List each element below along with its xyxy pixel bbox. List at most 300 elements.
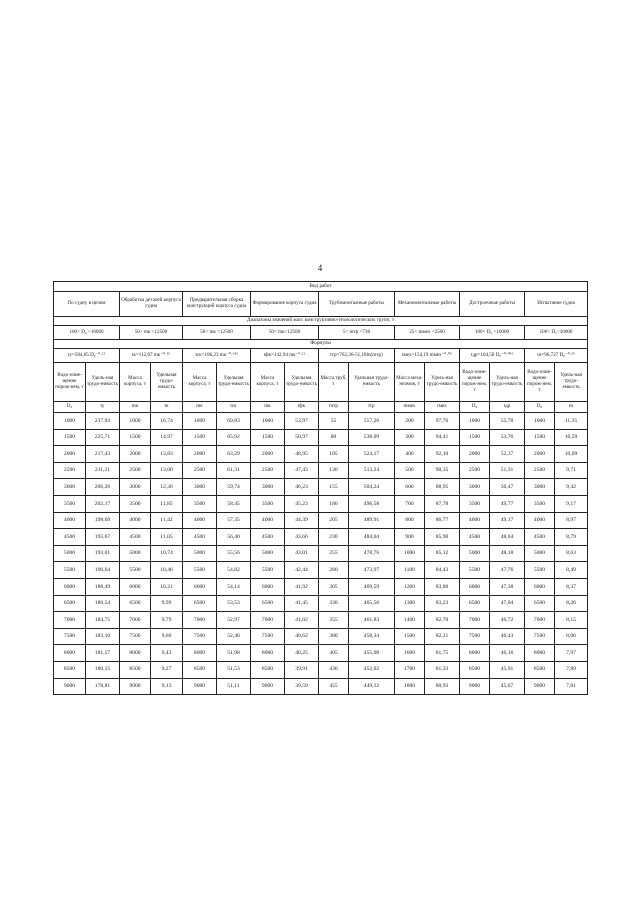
symbol-cell: tск — [217, 402, 251, 413]
table-cell: 7000 — [183, 612, 217, 629]
table-cell: 188,49 — [86, 578, 120, 595]
column-header: Удель-ная трудо-емкость — [490, 363, 525, 402]
table-cell: 92,10 — [425, 446, 460, 463]
table-cell: 8000 — [525, 645, 555, 662]
table-cell: 40,25 — [285, 645, 319, 662]
section-header-row — [54, 292, 588, 317]
table-cell: 51,31 — [490, 462, 525, 479]
table-cell: 55,56 — [217, 545, 251, 562]
table-cell: 11,35 — [555, 413, 588, 430]
table-cell: 205 — [319, 512, 349, 529]
table-cell: 1100 — [395, 562, 425, 579]
table-cell: 53,53 — [217, 595, 251, 612]
table-cell: 97,76 — [425, 413, 460, 430]
column-header: Удель-ная трудо-емкость — [425, 363, 460, 402]
table-cell: 202,17 — [86, 495, 120, 512]
table-row — [54, 595, 588, 612]
table-cell: 1000 — [525, 413, 555, 430]
column-header-row — [54, 363, 588, 402]
range-cell: 50< mк<12500 — [251, 326, 319, 340]
table-cell: 489,91 — [349, 512, 395, 529]
table-cell: 6000 — [460, 578, 490, 595]
table-row — [54, 512, 588, 529]
table-cell: 600 — [395, 479, 425, 496]
symbol-cell: D₀ — [460, 402, 490, 413]
column-header: Удельная трудо-емкость — [285, 363, 319, 402]
table-cell: 9000 — [54, 678, 86, 695]
table-cell: 9000 — [525, 678, 555, 695]
table-cell: 55,78 — [490, 413, 525, 430]
table-cell: 10,74 — [151, 545, 183, 562]
table-cell: 5000 — [183, 545, 217, 562]
table-row — [54, 446, 588, 463]
table-cell: 61,31 — [217, 462, 251, 479]
table-cell: 4500 — [120, 529, 151, 546]
table-cell: 9000 — [460, 678, 490, 695]
table-cell: 400 — [395, 446, 425, 463]
table-row — [54, 645, 588, 662]
table-cell: 7,97 — [555, 645, 588, 662]
table-cell: 1300 — [395, 595, 425, 612]
table-cell: 211,21 — [86, 462, 120, 479]
table-cell: 52,97 — [217, 612, 251, 629]
table-cell: 51,11 — [217, 678, 251, 695]
table-cell: 45,23 — [285, 495, 319, 512]
table-cell: 200 — [395, 413, 425, 430]
table-cell: 47,04 — [490, 595, 525, 612]
table-cell: 3500 — [120, 495, 151, 512]
table-cell: 45,67 — [490, 678, 525, 695]
table-cell: 9000 — [251, 678, 285, 695]
table-cell: 50,97 — [285, 429, 319, 446]
column-header: Водо-изме-щение порож-нем, т — [54, 363, 86, 402]
table-cell: 41,02 — [285, 612, 319, 629]
column-header: Масса корпуса, т — [120, 363, 151, 402]
table-cell: 48,18 — [490, 545, 525, 562]
table-cell: 82,21 — [425, 628, 460, 645]
table-cell: 8500 — [120, 661, 151, 678]
table-cell: 4500 — [251, 529, 285, 546]
table-cell: 430 — [319, 661, 349, 678]
table-cell: 3000 — [183, 479, 217, 496]
table-cell: 47,76 — [490, 562, 525, 579]
table-cell: 4000 — [54, 512, 86, 529]
table-cell: 8,49 — [555, 562, 588, 579]
table-cell: 7500 — [54, 628, 86, 645]
table-cell: 81,75 — [425, 645, 460, 662]
table-cell: 7,81 — [555, 678, 588, 695]
table-cell: 5500 — [460, 562, 490, 579]
table-cell: 65,92 — [217, 429, 251, 446]
table-cell: 405 — [319, 645, 349, 662]
table-cell: 469,59 — [349, 578, 395, 595]
table-cell: 46,16 — [490, 645, 525, 662]
symbol-cell: tи — [555, 402, 588, 413]
table-cell: 48,95 — [285, 446, 319, 463]
table-cell: 8500 — [525, 661, 555, 678]
table-cell: 8000 — [54, 645, 86, 662]
table-cell: 54,82 — [217, 562, 251, 579]
table-cell: 5500 — [183, 562, 217, 579]
table-cell: 9000 — [183, 678, 217, 695]
table-cell: 8,15 — [555, 612, 588, 629]
section-header: Испытание судна — [525, 292, 588, 317]
range-cell: 50< mк <12500 — [120, 326, 183, 340]
table-cell: 44,39 — [285, 512, 319, 529]
table-cell: 50,47 — [490, 479, 525, 496]
table-cell: 225,71 — [86, 429, 120, 446]
table-cell: 1000 — [54, 413, 86, 430]
range-cell: 100< D₀<16000 — [525, 326, 588, 340]
table-cell: 2000 — [251, 446, 285, 463]
table-cell: 9,60 — [151, 628, 183, 645]
section-header: Трубомонтажные работы — [319, 292, 395, 317]
table-cell: 9,99 — [151, 595, 183, 612]
table-cell: 51,53 — [217, 661, 251, 678]
table-cell: 1500 — [120, 429, 151, 446]
table-cell: 49,77 — [490, 495, 525, 512]
table-cell: 1000 — [183, 413, 217, 430]
table-cell: 8500 — [460, 661, 490, 678]
table-cell: 7,89 — [555, 661, 588, 678]
table-cell: 8000 — [183, 645, 217, 662]
table-cell: 54,14 — [217, 578, 251, 595]
table-cell: 5500 — [525, 562, 555, 579]
symbol-cell: D₀ — [525, 402, 555, 413]
formula-cell: tи=96,727 D₀⁻⁰·²⁵ — [525, 349, 588, 363]
table-cell: 5500 — [54, 562, 86, 579]
table-cell: 94,41 — [425, 429, 460, 446]
table-cell: 186,54 — [86, 595, 120, 612]
table-cell: 63,29 — [217, 446, 251, 463]
table-cell: 9,42 — [555, 479, 588, 496]
table-row — [54, 612, 588, 629]
range-cell: 100< D₀ <16000 — [460, 326, 525, 340]
symbol-cell: D₀ — [54, 402, 86, 413]
table-cell: 455 — [319, 678, 349, 695]
table-cell: 6500 — [251, 595, 285, 612]
table-cell: 1800 — [395, 678, 425, 695]
table-cell: 6500 — [120, 595, 151, 612]
table-cell: 6500 — [183, 595, 217, 612]
table-cell: 8,63 — [555, 545, 588, 562]
symbol-row — [54, 402, 588, 413]
table-cell: 9,27 — [151, 661, 183, 678]
table-cell: 43,01 — [285, 545, 319, 562]
table-cell: 4500 — [54, 529, 86, 546]
table-cell: 3500 — [54, 495, 86, 512]
table-cell: 504,24 — [349, 479, 395, 496]
table-cell: 6000 — [251, 578, 285, 595]
table-cell: 478,76 — [349, 545, 395, 562]
table-cell: 46,23 — [285, 479, 319, 496]
table-title: Вид работ — [54, 282, 588, 292]
table-cell: 3000 — [54, 479, 86, 496]
table-cell: 6500 — [54, 595, 86, 612]
table-cell: 2500 — [251, 462, 285, 479]
table-row — [54, 578, 588, 595]
table-cell: 53,76 — [490, 429, 525, 446]
table-cell: 10,46 — [151, 562, 183, 579]
table-cell: 85,90 — [425, 529, 460, 546]
table-cell: 484,04 — [349, 529, 395, 546]
table-cell: 7500 — [525, 628, 555, 645]
table-cell: 8500 — [54, 661, 86, 678]
table-cell: 39,91 — [285, 661, 319, 678]
table-cell: 2000 — [525, 446, 555, 463]
table-cell: 7000 — [54, 612, 86, 629]
table-cell: 8,06 — [555, 628, 588, 645]
table-cell: 458,34 — [349, 628, 395, 645]
table-cell: 2500 — [525, 462, 555, 479]
table-cell: 1200 — [395, 578, 425, 595]
table-cell: 1500 — [183, 429, 217, 446]
table-cell: 48,64 — [490, 529, 525, 546]
section-header: Обработка деталей корпуса судна — [120, 292, 183, 317]
table-cell: 538,09 — [349, 429, 395, 446]
table-cell: 8000 — [460, 645, 490, 662]
column-header: Масса корпуса, т — [251, 363, 285, 402]
table-cell: 80,93 — [425, 678, 460, 695]
table-cell: 5500 — [251, 562, 285, 579]
table-cell: 51,98 — [217, 645, 251, 662]
formula-cell: tфк=142,94 mк⁻⁰·¹¹ — [251, 349, 319, 363]
section-header: Предварительная сборка конструкций корпуса судна — [183, 292, 251, 317]
table-cell: 53,97 — [285, 413, 319, 430]
symbol-cell: tмех — [425, 402, 460, 413]
table-cell: 7000 — [120, 612, 151, 629]
range-row — [54, 326, 588, 340]
column-header: Удельная трудо-емкость — [349, 363, 395, 402]
table-cell: 10,09 — [555, 446, 588, 463]
table-cell: 47,43 — [285, 462, 319, 479]
section-header: Механомонтажные работы — [395, 292, 460, 317]
table-cell: 6000 — [183, 578, 217, 595]
section-header: По судну в целом — [54, 292, 120, 317]
table-cell: 461,83 — [349, 612, 395, 629]
table-cell: 46,43 — [490, 628, 525, 645]
symbol-cell: tдр — [490, 402, 525, 413]
table-cell: 1400 — [395, 612, 425, 629]
table-cell: 237,93 — [86, 413, 120, 430]
table-cell: 455,08 — [349, 645, 395, 662]
table-cell: 41,45 — [285, 595, 319, 612]
table-cell: 86,77 — [425, 512, 460, 529]
table-cell: 8,97 — [555, 512, 588, 529]
table-cell: 9,79 — [151, 612, 183, 629]
table-cell: 52,37 — [490, 446, 525, 463]
table-cell: 4000 — [525, 512, 555, 529]
table-cell: 4000 — [183, 512, 217, 529]
table-cell: 43,66 — [285, 529, 319, 546]
column-header: Водо-изме-щение порож-нем, т — [525, 363, 555, 402]
table-cell: 11,42 — [151, 512, 183, 529]
table-cell: 7000 — [251, 612, 285, 629]
table-cell: 2000 — [54, 446, 86, 463]
section-header: Формирование корпуса судна — [251, 292, 319, 317]
table-cell: 55 — [319, 413, 349, 430]
table-cell: 217,43 — [86, 446, 120, 463]
table-cell: 58,45 — [217, 495, 251, 512]
table-cell: 11,05 — [151, 529, 183, 546]
table-cell: 2000 — [120, 446, 151, 463]
formulas-caption: Формулы — [54, 340, 588, 349]
table-cell: 4000 — [460, 512, 490, 529]
table-cell: 2500 — [54, 462, 86, 479]
table-cell: 3000 — [120, 479, 151, 496]
table-row — [54, 529, 588, 546]
table-cell: 3500 — [183, 495, 217, 512]
table-cell: 9,43 — [151, 645, 183, 662]
table-cell: 6000 — [54, 578, 86, 595]
table-cell: 16,74 — [151, 413, 183, 430]
symbol-cell: mмех — [395, 402, 425, 413]
table-cell: 230 — [319, 529, 349, 546]
table-cell: 4500 — [460, 529, 490, 546]
table-cell: 180 — [319, 495, 349, 512]
table-cell: 193,01 — [86, 545, 120, 562]
table-cell: 4000 — [251, 512, 285, 529]
table-cell: 355 — [319, 612, 349, 629]
table-cell: 5000 — [120, 545, 151, 562]
table-cell: 7500 — [120, 628, 151, 645]
table-cell: 700 — [395, 495, 425, 512]
table-cell: 8,79 — [555, 529, 588, 546]
table-cell: 2000 — [183, 446, 217, 463]
table-cell: 380 — [319, 628, 349, 645]
table-cell: 255 — [319, 545, 349, 562]
symbol-cell: tу — [86, 402, 120, 413]
table-cell: 1700 — [395, 661, 425, 678]
table-cell: 178,81 — [86, 678, 120, 695]
table-cell: 8500 — [183, 661, 217, 678]
table-cell: 1500 — [460, 429, 490, 446]
table-cell: 4500 — [525, 529, 555, 546]
page-number: 4 — [317, 263, 323, 273]
table-cell: 1500 — [395, 628, 425, 645]
formula-cell: tмех=154,19 mмех⁻⁰·⁰⁶ — [395, 349, 460, 363]
table-cell: 8000 — [251, 645, 285, 662]
section-header: Достроечные работы — [460, 292, 525, 317]
formula-cell: tк=112,67 mк⁻⁰·²⁵ — [120, 349, 183, 363]
table-cell: 496,58 — [349, 495, 395, 512]
table-cell: 3000 — [251, 479, 285, 496]
table-cell: 7500 — [460, 628, 490, 645]
formula-cell: tу=584,05 D₀⁻⁰·¹³ — [54, 349, 120, 363]
table-cell: 524,17 — [349, 446, 395, 463]
table-cell: 3500 — [525, 495, 555, 512]
table-cell: 206,26 — [86, 479, 120, 496]
formula-cell: tтр=762,36-51,18ln(mтр) — [319, 349, 395, 363]
table-cell: 90,35 — [425, 462, 460, 479]
table-cell: 557,26 — [349, 413, 395, 430]
formula-cell: tск=186,23 mк⁻⁰·¹⁴² — [183, 349, 251, 363]
table-cell: 57,35 — [217, 512, 251, 529]
table-cell: 4500 — [183, 529, 217, 546]
table-cell: 8,26 — [555, 595, 588, 612]
table-cell: 83,80 — [425, 578, 460, 595]
table-cell: 5500 — [120, 562, 151, 579]
table-cell: 7500 — [183, 628, 217, 645]
symbol-cell: tтр — [349, 402, 395, 413]
table-cell: 40,62 — [285, 628, 319, 645]
table-cell: 1500 — [251, 429, 285, 446]
table-cell: 39,59 — [285, 678, 319, 695]
table-row — [54, 462, 588, 479]
table-cell: 88,95 — [425, 479, 460, 496]
table-cell: 2500 — [120, 462, 151, 479]
table-cell: 5000 — [54, 545, 86, 562]
table-cell: 1500 — [54, 429, 86, 446]
formula-cell: tдр=104,58 D₀⁻⁰·⁰⁸¹ — [460, 349, 525, 363]
table-cell: 513,24 — [349, 462, 395, 479]
range-cell: 5< mтр <730 — [319, 326, 395, 340]
table-cell: 7000 — [525, 612, 555, 629]
range-cell: 100< D₀ <16000 — [54, 326, 120, 340]
table-cell: 69,83 — [217, 413, 251, 430]
table-cell: 1000 — [120, 413, 151, 430]
table-cell: 183,10 — [86, 628, 120, 645]
table-cell: 449,12 — [349, 678, 395, 695]
table-cell: 9,17 — [555, 495, 588, 512]
table-cell: 1600 — [395, 645, 425, 662]
column-header: Удельная трудо-емкость — [217, 363, 251, 402]
table-cell: 7000 — [460, 612, 490, 629]
table-cell: 8000 — [120, 645, 151, 662]
table-row — [54, 628, 588, 645]
table-cell: 6500 — [525, 595, 555, 612]
table-cell: 800 — [395, 512, 425, 529]
range-cell: 50< mк <12500 — [183, 326, 251, 340]
table-cell: 1500 — [525, 429, 555, 446]
table-cell: 3500 — [251, 495, 285, 512]
table-cell: 41,92 — [285, 578, 319, 595]
table-cell: 13,00 — [151, 462, 183, 479]
table-cell: 2000 — [460, 446, 490, 463]
table-cell: 2500 — [460, 462, 490, 479]
table-cell: 42,44 — [285, 562, 319, 579]
table-row — [54, 429, 588, 446]
table-cell: 56,40 — [217, 529, 251, 546]
table-row — [54, 678, 588, 695]
table-cell: 181,57 — [86, 645, 120, 662]
table-cell: 305 — [319, 578, 349, 595]
table-cell: 11,85 — [151, 495, 183, 512]
table-cell: 280 — [319, 562, 349, 579]
column-header: Водо-изме-щение порож-нем, т — [460, 363, 490, 402]
table-cell: 81,33 — [425, 661, 460, 678]
table-cell: 82,70 — [425, 612, 460, 629]
column-header: Масса корпуса, т — [183, 363, 217, 402]
column-header: Удель-ная трудо-емкость — [555, 363, 588, 402]
table-cell: 184,75 — [86, 612, 120, 629]
table-cell: 3500 — [460, 495, 490, 512]
table-cell: 5000 — [525, 545, 555, 562]
table-row — [54, 545, 588, 562]
table-cell: 1000 — [251, 413, 285, 430]
column-header: Удель-ная трудо-емкость — [86, 363, 120, 402]
table-cell: 3000 — [525, 479, 555, 496]
table-cell: 3000 — [460, 479, 490, 496]
table-cell: 5000 — [460, 545, 490, 562]
table-cell: 155 — [319, 479, 349, 496]
table-cell: 1000 — [395, 545, 425, 562]
range-cell: 25< mмех <2500 — [395, 326, 460, 340]
table-cell: 500 — [395, 462, 425, 479]
symbol-cell: tк — [151, 402, 183, 413]
table-cell: 9,71 — [555, 462, 588, 479]
symbol-cell: mк — [120, 402, 151, 413]
